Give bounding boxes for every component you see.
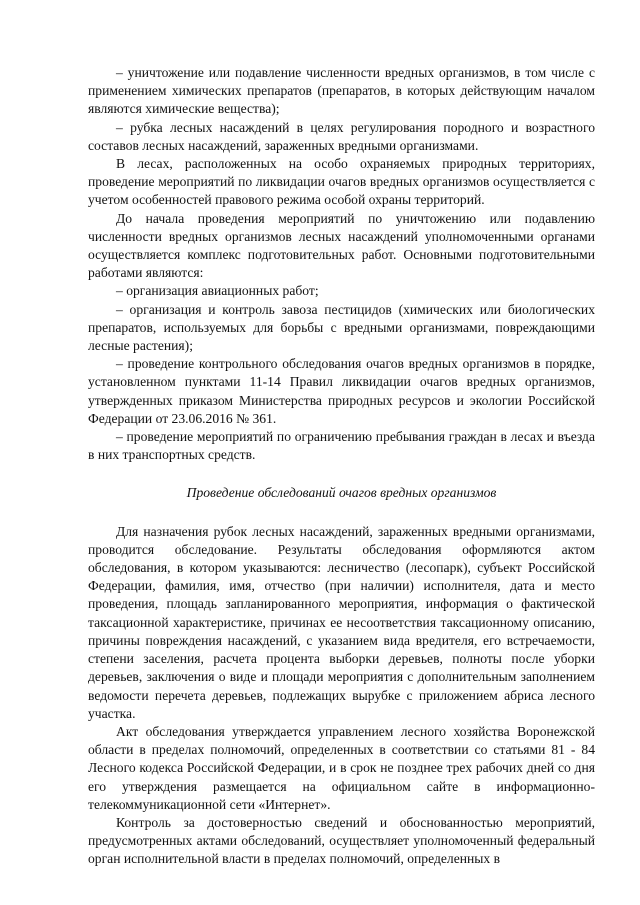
paragraph-dash-item: – организация авиационных работ; xyxy=(116,283,319,299)
paragraph: Для назначения рубок лесных насаждений, зараженных вредными организмами, проводится обследование. Результаты обследования оформляются актом обследования, в котором указываются: лесничество (лесопарк), субъект Российской Федерации, фамилия, имя, отчество (при наличии) исполнителя, дата и место проведения, площадь запланированного мероприятия, информация о фактической таксационной характеристике, причинах ее несоответствия таксационному описанию, причины повреждения насаждений, с указанием вида вредителя, его встречаемости, степени заселения, расчета процента выборки деревьев, полноты после уборки деревьев, заключения о виде и площади мероприятия с дополнительным заполнением ведомости перечета деревьев, подлежащих вырубке с приложением абриса лесного участка. xyxy=(88,523,595,721)
document-body xyxy=(88,64,595,869)
paragraph-dash-item: – рубка лесных насаждений в целях регулирования породного и возрастного составов лесных насаждений, зараженных вредными организмами. xyxy=(88,119,595,153)
paragraph-dash-item: – уничтожение или подавление численности вредных организмов, в том числе с применением химических препаратов (препаратов, в которых действующим началом являются химические вещества); xyxy=(88,65,595,117)
paragraph: Контроль за достоверностью сведений и обоснованностью мероприятий, предусмотренных актами обследований, осуществляет уполномоченный федеральный орган исполнительной власти в пределах полномочий, определенных в xyxy=(88,814,595,867)
paragraph-dash-item: – организация и контроль завоза пестицидов (химических или биологических препаратов, используемых для борьбы с вредными организмами, повреждающими лесные растения); xyxy=(88,301,595,354)
paragraph: В лесах, расположенных на особо охраняемых природных территориях, проведение мероприятий по ликвидации очагов вредных организмов осуществляется с учетом особенностей правового режима особой охраны территорий. xyxy=(88,156,595,208)
paragraph-dash-item: – проведение мероприятий по ограничению пребывания граждан в лесах и въезда в них транспортных средств. xyxy=(88,429,595,463)
paragraph: До начала проведения мероприятий по уничтожению или подавлению численности вредных организмов лесных насаждений уполномоченными органами осуществляется комплекс подготовительных работ. Основными подготовительными работами являются: xyxy=(88,210,595,281)
section-heading: Проведение обследований очагов вредных организмов xyxy=(186,485,497,501)
paragraph-dash-item: – проведение контрольного обследования очагов вредных организмов в порядке, установленном пунктами 11-14 Правил ликвидации очагов вредных организмов, утвержденных приказом Министерства природных ресурсов и экологии Российской Федерации от 23.06.2016 № 361. xyxy=(88,356,595,426)
paragraph: Акт обследования утверждается управлением лесного хозяйства Воронежской области в пределах полномочий, определенных в соответствии со статьями 81 - 84 Лесного кодекса Российской Федерации, и в срок не позднее трех рабочих дней со дня его утверждения размещается на официальном сайте в информационно-телекоммуникационной сети «Интернет». xyxy=(88,723,595,812)
